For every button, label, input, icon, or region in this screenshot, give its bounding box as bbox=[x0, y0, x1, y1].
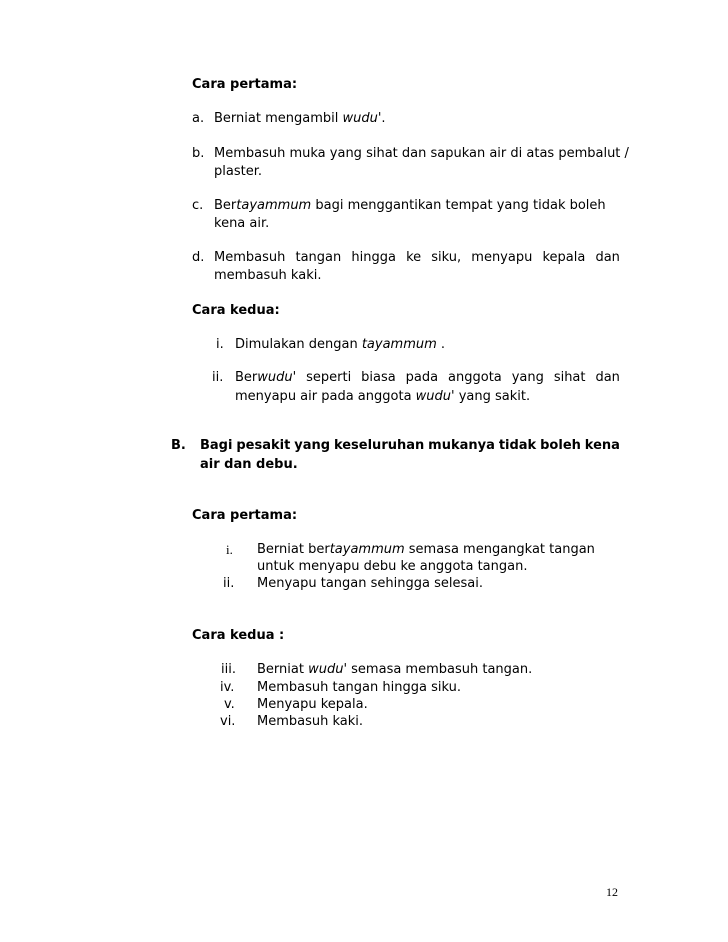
item-text: . bbox=[381, 111, 386, 126]
list-marker: vi. bbox=[220, 714, 236, 729]
cara-kedua-heading: Cara kedua: bbox=[192, 303, 280, 318]
list-marker: d. bbox=[192, 250, 205, 265]
list-item: Menyapu kepala. bbox=[257, 697, 368, 712]
word: dan bbox=[595, 370, 620, 385]
section-b-heading-line2: air dan debu. bbox=[200, 457, 298, 472]
item-text: Dimulakan dengan bbox=[235, 337, 362, 352]
list-item bbox=[257, 541, 595, 559]
list-marker: c. bbox=[192, 198, 204, 213]
item-text: Berniat ber bbox=[257, 542, 330, 557]
word: yang bbox=[511, 370, 544, 385]
word: biasa bbox=[361, 370, 396, 385]
word: mukanya bbox=[428, 438, 495, 453]
item-text: . bbox=[436, 337, 446, 352]
list-item-line: kena air. bbox=[214, 216, 270, 231]
word: dan bbox=[595, 250, 620, 265]
list-item: Menyapu tangan sehingga selesai. bbox=[257, 576, 483, 591]
list-marker: i. bbox=[216, 337, 224, 352]
list-marker: ii. bbox=[212, 370, 224, 385]
word: sihat bbox=[553, 370, 586, 385]
italic-term: tayammum bbox=[329, 542, 405, 557]
list-item-line: untuk menyapu debu ke anggota tangan. bbox=[257, 559, 528, 574]
cara-kedua-heading: Cara kedua : bbox=[192, 628, 285, 643]
word: siku, bbox=[431, 250, 462, 265]
item-text: menyapu air pada anggota bbox=[235, 389, 416, 404]
item-text: Ber bbox=[214, 198, 237, 213]
italic-term: wudu' bbox=[342, 111, 382, 126]
page-number: 12 bbox=[606, 885, 618, 899]
italic-term: tayammum bbox=[236, 198, 312, 213]
list-marker: a. bbox=[192, 111, 205, 126]
item-text: semasa membasuh tangan. bbox=[347, 662, 533, 677]
list-marker: i. bbox=[226, 542, 233, 557]
section-b-label: B. bbox=[171, 438, 186, 453]
word: ke bbox=[406, 250, 422, 265]
list-item: Membasuh tangan hingga siku. bbox=[257, 680, 461, 695]
list-item-line: plaster. bbox=[214, 164, 262, 179]
list-item-line: membasuh kaki. bbox=[214, 268, 322, 283]
item-text: Berniat mengambil bbox=[214, 111, 343, 126]
item-text: bagi menggantikan tempat yang tidak boleh bbox=[311, 198, 606, 213]
cara-pertama-heading: Cara pertama: bbox=[192, 77, 298, 92]
italic-term: tayammum bbox=[361, 337, 437, 352]
word: pesakit bbox=[236, 438, 291, 453]
italic-term: wudu' bbox=[415, 389, 455, 404]
list-marker: iv. bbox=[220, 680, 235, 695]
word: kena bbox=[584, 438, 620, 453]
word: pada bbox=[405, 370, 439, 385]
list-item bbox=[235, 336, 445, 354]
cara-pertama-heading: Cara pertama: bbox=[192, 508, 298, 523]
item-text: Berniat bbox=[257, 662, 309, 677]
list-item bbox=[214, 110, 386, 128]
list-item bbox=[257, 661, 532, 679]
word: hingga bbox=[351, 250, 396, 265]
list-marker: ii. bbox=[223, 576, 235, 591]
list-item-line bbox=[235, 388, 530, 406]
word: boleh bbox=[540, 438, 581, 453]
word: seperti bbox=[306, 370, 352, 385]
word: keseluruhan bbox=[333, 438, 425, 453]
word: menyapu bbox=[471, 250, 533, 265]
item-text: semasa mengangkat tangan bbox=[404, 542, 595, 557]
word: kepala bbox=[542, 250, 586, 265]
italic-term: wudu' bbox=[308, 662, 348, 677]
list-marker: b. bbox=[192, 146, 205, 161]
word: anggota bbox=[448, 370, 502, 385]
list-marker: v. bbox=[224, 697, 235, 712]
word: Bagi bbox=[200, 438, 233, 453]
word: tidak bbox=[498, 438, 537, 453]
word: Membasuh bbox=[214, 250, 286, 265]
section-b-heading-line1 bbox=[200, 437, 620, 455]
word: Berwudu' bbox=[235, 370, 297, 385]
list-item-justified bbox=[235, 369, 620, 387]
list-item-justified bbox=[214, 249, 620, 267]
word: yang bbox=[294, 438, 331, 453]
item-text: yang sakit. bbox=[454, 389, 531, 404]
list-item bbox=[214, 197, 606, 215]
list-item-line: Membasuh muka yang sihat dan sapukan air di atas pembalut / bbox=[214, 146, 629, 161]
list-marker: iii. bbox=[221, 662, 236, 677]
word: tangan bbox=[295, 250, 342, 265]
list-item: Membasuh kaki. bbox=[257, 714, 364, 729]
